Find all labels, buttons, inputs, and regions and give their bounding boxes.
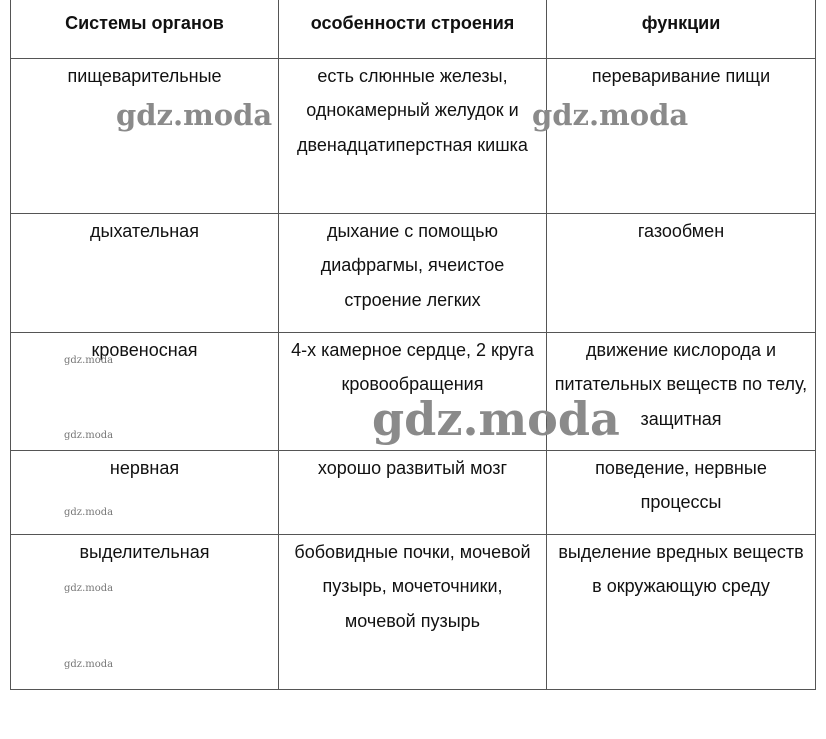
header-systems: Системы органов: [11, 0, 279, 58]
cell-functions: переваривание пищи: [547, 58, 816, 213]
watermark-logo: gdz.moda: [64, 430, 114, 441]
cell-structure: 4-х камерное сердце, 2 круга кровообращения: [279, 332, 547, 450]
table-row: [11, 534, 816, 689]
table-header-row: [11, 0, 816, 58]
cell-system: выделительная: [11, 534, 279, 689]
watermark-logo: gdz.moda: [116, 98, 273, 132]
cell-system: пищеварительные: [11, 58, 279, 213]
cell-functions: поведение, нервные процессы: [547, 450, 816, 534]
watermark-logo: gdz.moda: [64, 659, 114, 670]
watermark-logo: gdz.moda: [64, 583, 114, 594]
watermark-logo: gdz.moda: [64, 507, 114, 518]
cell-functions: движение кислорода и питательных веществ по телу, защитная: [547, 332, 816, 450]
header-structure: особенности строения: [279, 0, 547, 58]
cell-functions: выделение вредных веществ в окружающую среду: [547, 534, 816, 689]
cell-structure: есть слюнные железы, однокамерный желудок и двенадцатиперстная кишка: [279, 58, 547, 213]
cell-structure: хорошо развитый мозг: [279, 450, 547, 534]
cell-structure: дыхание с помощью диафрагмы, ячеистое строение легких: [279, 213, 547, 332]
header-functions: функции: [547, 0, 816, 58]
watermark-logo: gdz.moda: [372, 392, 620, 446]
cell-structure: бобовидные почки, мочевой пузырь, мочеточники, мочевой пузырь: [279, 534, 547, 689]
cell-system: нервная: [11, 450, 279, 534]
watermark-logo: gdz.moda: [532, 98, 689, 132]
cell-system: кровеносная: [11, 332, 279, 450]
cell-system: дыхательная: [11, 213, 279, 332]
table-row: [11, 213, 816, 332]
cell-functions: газообмен: [547, 213, 816, 332]
table-row: [11, 58, 816, 213]
watermark-logo: gdz.moda: [64, 355, 114, 366]
table-row: [11, 450, 816, 534]
